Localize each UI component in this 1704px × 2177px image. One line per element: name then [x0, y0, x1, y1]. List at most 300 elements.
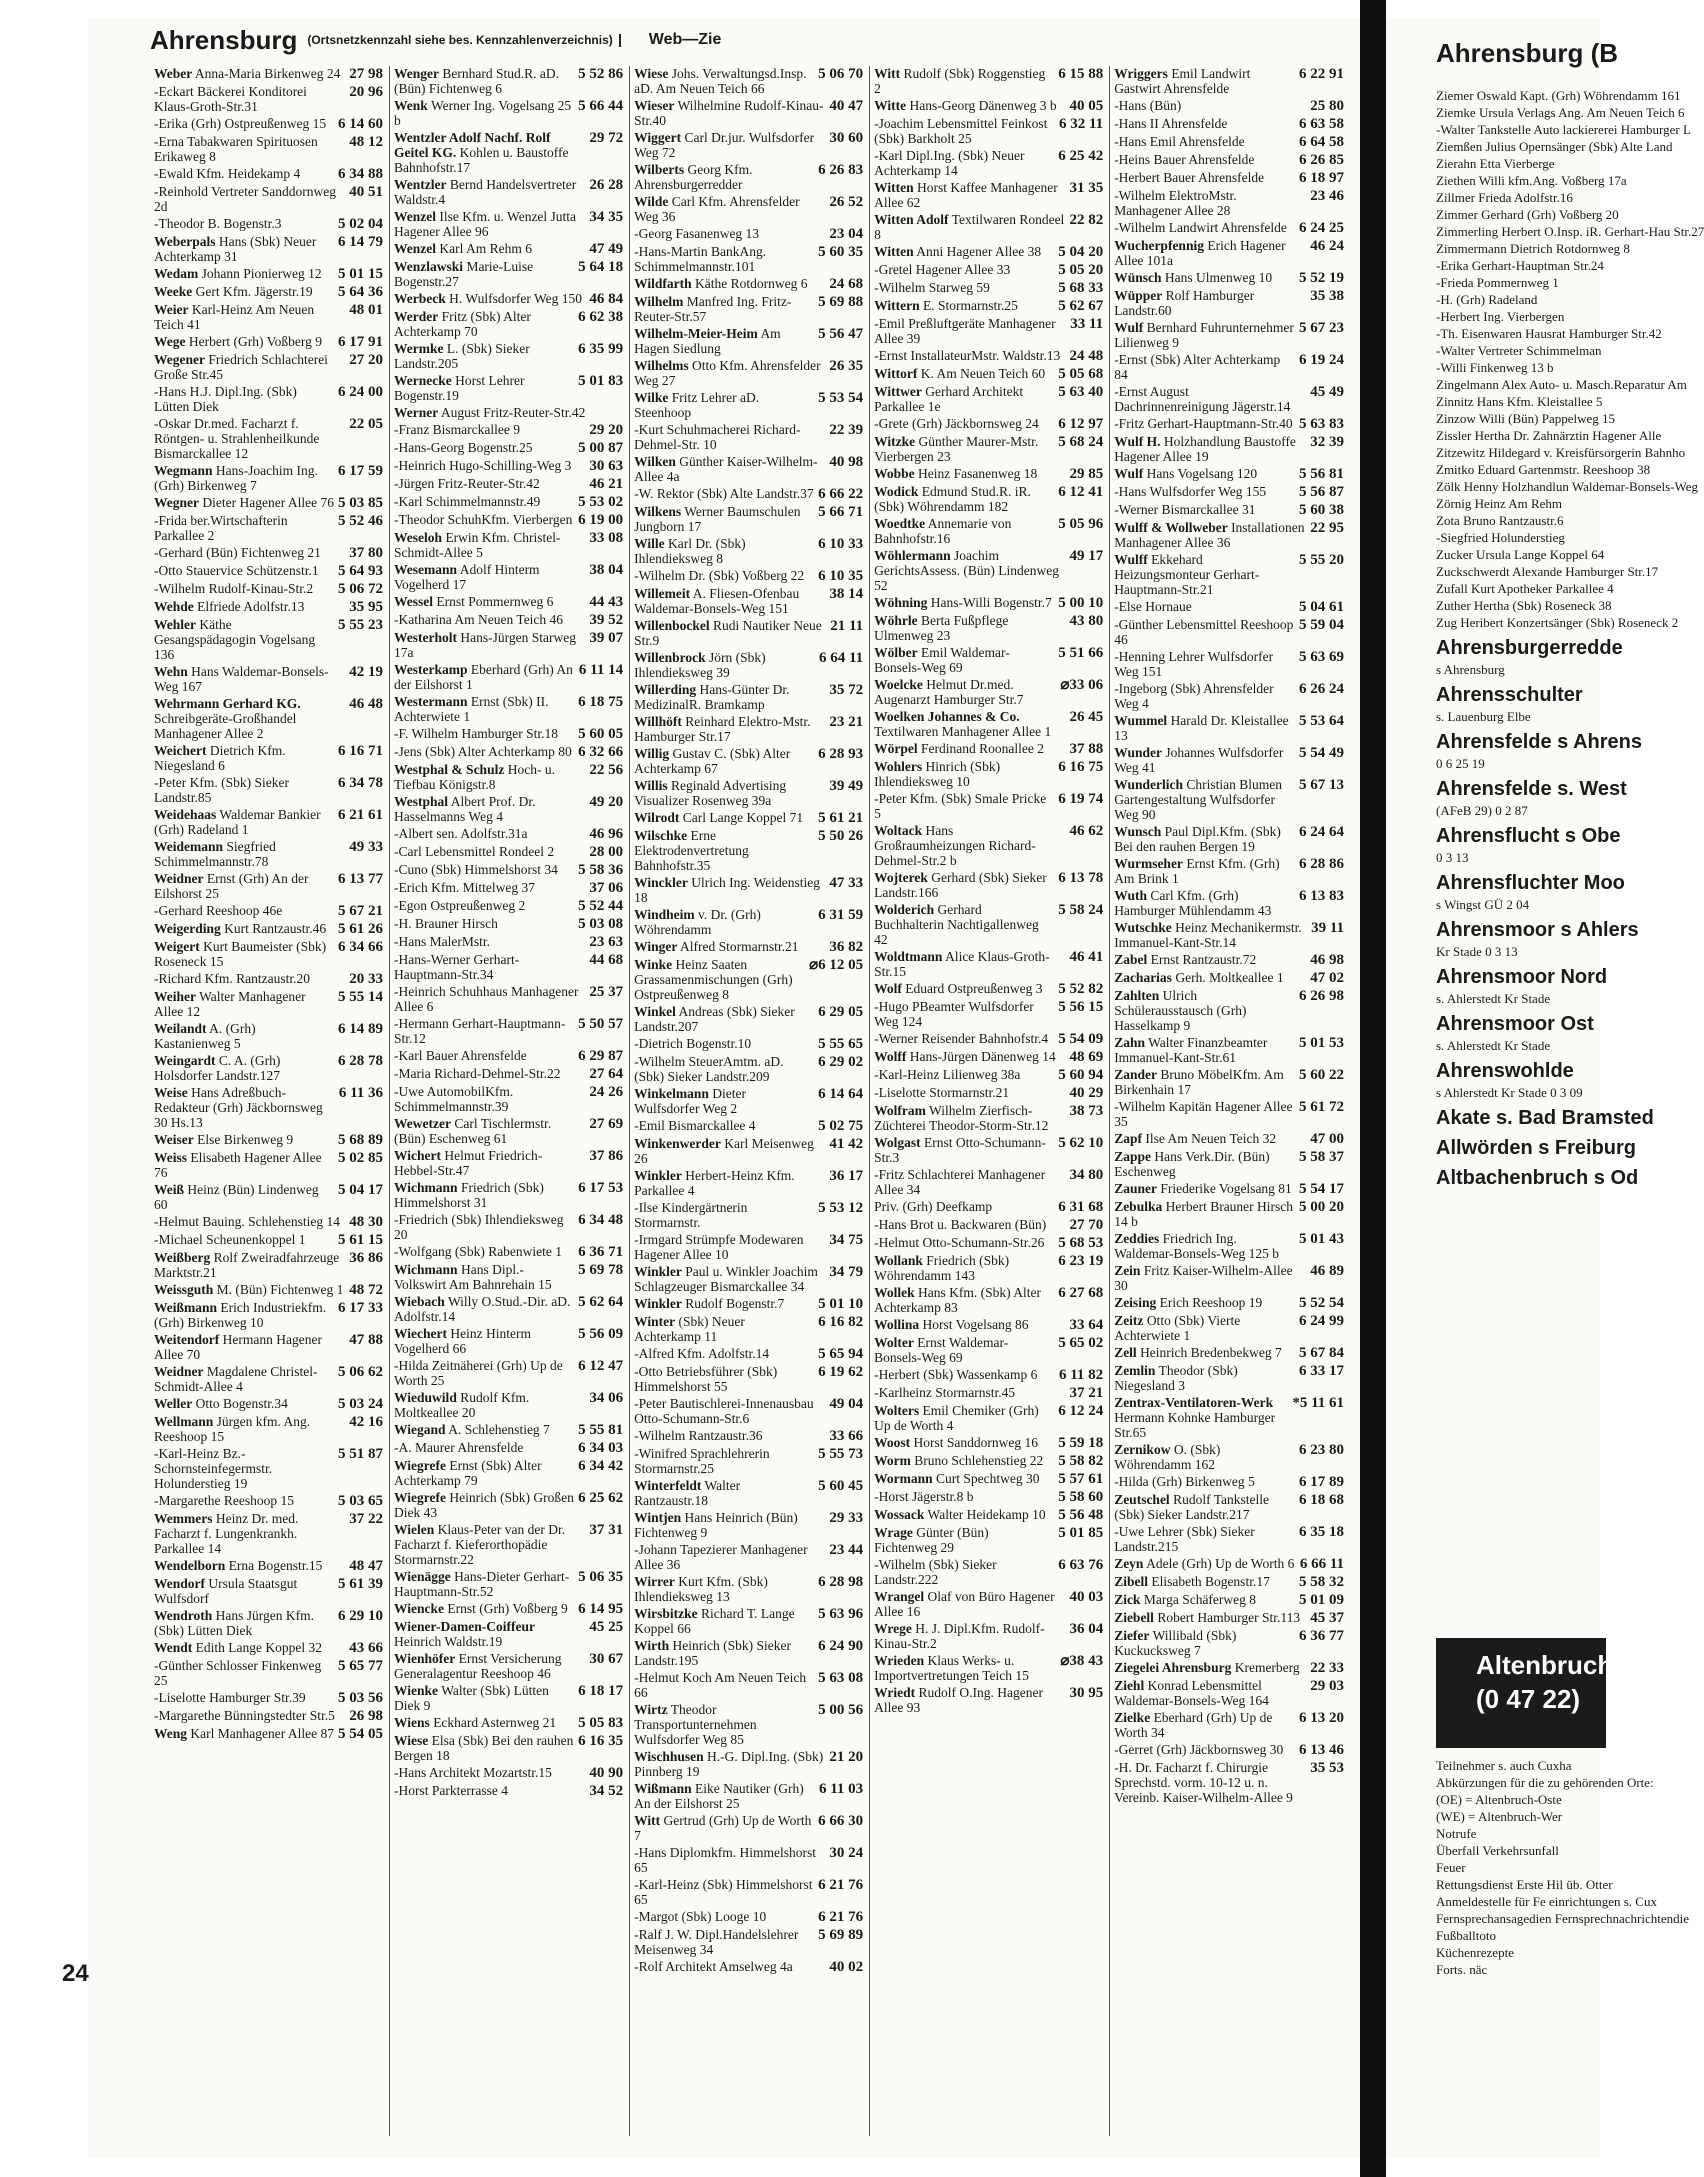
entry-details: Emil Waldemar-Bonsels-Weg 69: [874, 645, 1010, 675]
entry-details: -Heins Bauer Ahrensfelde: [1114, 152, 1255, 167]
entry-details: -Ingeborg (Sbk) Ahrensfelder Weg 4: [1114, 681, 1274, 711]
listing-entry: [1114, 1592, 1344, 1608]
entry-text: [1114, 1556, 1296, 1571]
listing-entry: [1114, 352, 1344, 382]
entry-text: [154, 1332, 345, 1362]
phone-number: 5 04 17: [338, 1182, 384, 1198]
entry-details: Bruno Schlehenstieg 22: [914, 1453, 1044, 1468]
entry-details: -Katharina Am Neuen Teich 46: [394, 612, 564, 627]
phone-number: 5 60 45: [818, 1478, 864, 1494]
phone-number: 6 17 59: [338, 463, 384, 479]
entry-text: [874, 1135, 1054, 1165]
entry-text: [634, 536, 814, 566]
entry-details: Ulrich Ing. Weidenstieg 18: [634, 875, 820, 905]
entry-text: [394, 984, 585, 1014]
phone-number: 29 03: [1310, 1678, 1345, 1694]
entry-text: [874, 791, 1054, 821]
entry-name: Willenbockel: [634, 618, 710, 633]
entry-details: Herbert Brauner Hirsch 14 b: [1114, 1199, 1294, 1229]
entry-details: Priv. (Grh) Deefkamp: [874, 1199, 993, 1214]
entry-details: Edmund Stud.R. iR. (Sbk) Wöhrendamm 182: [874, 484, 1031, 514]
phone-number: 37 80: [349, 545, 384, 561]
entry-name: Wittorf: [874, 366, 918, 381]
listing-entry: [1114, 1742, 1344, 1758]
entry-name: Wilrodt: [634, 810, 680, 825]
entry-name: Wollina: [874, 1317, 920, 1332]
facing-entry: Zinzow Willi (Bün) Pappelweg 15: [1436, 411, 1616, 426]
entry-name: Wenzlawski: [394, 259, 464, 274]
entry-text: [394, 341, 574, 371]
entry-name: Wodick: [874, 484, 919, 499]
entry-details: Dieter Hagener Allee 76: [202, 495, 334, 510]
listing-entry: [394, 1601, 623, 1617]
entry-name: Wiegand: [394, 1422, 446, 1437]
entry-text: [634, 1364, 814, 1394]
entry-details: Horst Kaffee Manhagener Allee 62: [874, 180, 1058, 210]
phone-number: 5 66 44: [578, 98, 624, 114]
entry-details: -Herbert (Sbk) Wassenkamp 6: [874, 1367, 1038, 1382]
entry-text: [874, 466, 1065, 481]
phone-number: 5 60 38: [1299, 502, 1345, 518]
entry-text: [394, 1458, 574, 1488]
entry-text: [1114, 1345, 1295, 1360]
listing-entry: [394, 934, 623, 950]
entry-text: [394, 1148, 585, 1178]
facing-entry: Zuther Hertha (Sbk) Roseneck 38: [1436, 598, 1612, 613]
entry-name: Westermann: [394, 694, 468, 709]
entry-name: Witte: [874, 98, 907, 113]
entry-text: [874, 1031, 1054, 1046]
entry-text: [874, 148, 1054, 178]
facing-page-notes: [1436, 1758, 1690, 1979]
entry-details: -Johann Tapezierer Manhagener Allee 36: [634, 1542, 808, 1572]
entry-details: Edith Lange Koppel 32: [195, 1640, 322, 1655]
entry-text: [874, 66, 1054, 96]
phone-number: 30 67: [589, 1651, 624, 1667]
entry-details: v. Dr. (Grh) Wöhrendamm: [634, 907, 761, 937]
entry-details: Werner Ing. Vogelsang 25 b: [394, 98, 572, 128]
entry-text: [154, 84, 345, 114]
phone-number: 5 00 10: [1058, 595, 1104, 611]
phone-number: 5 65 94: [818, 1346, 864, 1362]
entry-details: -Frida ber.Wirtschafterin Parkallee 2: [154, 513, 288, 543]
listing-entry: [1114, 888, 1344, 918]
listing-entry: [1114, 152, 1344, 168]
phone-number: 5 62 64: [578, 1294, 624, 1310]
phone-number: 24 26: [589, 1084, 624, 1100]
entry-text: [1114, 1295, 1295, 1310]
listing-entry: [1114, 416, 1344, 432]
entry-text: [154, 66, 345, 81]
entry-details: Jörn (Sbk) Ihlendieksweg 39: [634, 650, 766, 680]
entry-name: Zein: [1114, 1263, 1141, 1278]
entry-details: Kurt Baumeister (Sbk) Roseneck 15: [154, 939, 327, 969]
entry-text: [154, 839, 345, 869]
entry-details: M. (Bün) Fichtenweg 1: [216, 1282, 344, 1297]
listing-entry: [154, 903, 383, 919]
entry-text: [634, 1036, 814, 1051]
entry-name: Windheim: [634, 907, 695, 922]
entry-text: [874, 1403, 1054, 1433]
entry-text: [634, 226, 825, 241]
phone-number: 5 01 85: [1058, 1525, 1104, 1541]
phone-number: 5 53 02: [578, 494, 624, 510]
entry-name: Wendorf: [154, 1576, 206, 1591]
listing-entry: [154, 384, 383, 414]
facing-note: Überfall Verkehrsunfall: [1436, 1843, 1559, 1858]
entry-text: [874, 384, 1054, 414]
listing-entry: [394, 694, 623, 724]
entry-details: Else Birkenweg 9: [197, 1132, 294, 1147]
phone-number: 5 64 93: [338, 563, 384, 579]
entry-text: [634, 1118, 814, 1133]
listing-entry: [634, 244, 863, 274]
phone-number: 6 17 53: [578, 1180, 624, 1196]
facing-entry: -H. (Grh) Radeland: [1436, 292, 1538, 307]
entry-name: Willis: [634, 778, 668, 793]
entry-name: Wunder: [1114, 745, 1162, 760]
entry-text: [1114, 1099, 1295, 1129]
phone-number: 6 18 97: [1299, 170, 1345, 186]
entry-details: Installationen Manhagener Allee 36: [1114, 520, 1305, 550]
entry-text: [634, 1813, 814, 1843]
entry-details: Adolf Hinterm Vogelherd 17: [394, 562, 540, 592]
listing-entry: [154, 921, 383, 937]
phone-number: 5 06 70: [818, 66, 864, 82]
entry-text: [874, 1489, 1054, 1504]
listing-entry: [1114, 98, 1344, 114]
entry-details: -Karl Schimmelmannstr.49: [394, 494, 541, 509]
entry-name: Wilhelms: [634, 358, 689, 373]
listing-entry: [394, 1016, 623, 1046]
phone-number: 49 17: [1069, 548, 1104, 564]
entry-name: Wüpper: [1114, 288, 1163, 303]
phone-number: 6 13 83: [1299, 888, 1345, 904]
entry-details: Bruno MöbelKfm. Am Birkenhain 17: [1114, 1067, 1284, 1097]
entry-details: Carl Lange Koppel 71: [682, 810, 804, 825]
entry-details: Manfred Ing. Fritz-Reuter-Str.57: [634, 294, 792, 324]
entry-text: [394, 630, 585, 660]
entry-name: Willhöft: [634, 714, 682, 729]
phone-number: 5 06 62: [338, 1364, 384, 1380]
entry-details: Kohlen u. Baustoffe Bahnhofstr.17: [394, 145, 569, 175]
entry-name: Westphal: [394, 794, 449, 809]
entry-details: -Hans Brot u. Backwaren (Bün): [874, 1217, 1047, 1232]
phone-number: 6 24 00: [338, 384, 384, 400]
listing-entry: [874, 823, 1103, 868]
phone-number: 34 79: [829, 1264, 864, 1280]
entry-name: Woldtmann: [874, 949, 943, 964]
entry-details: K. Am Neuen Teich 60: [920, 366, 1046, 381]
facing-note: Feuer: [1436, 1860, 1466, 1875]
listing-entry: [634, 810, 863, 826]
phone-number: 22 95: [1310, 520, 1345, 536]
listing-entry: [634, 98, 863, 128]
entry-text: [154, 563, 334, 578]
phone-number: 5 50 26: [818, 828, 864, 844]
phone-number: 6 12 47: [578, 1358, 624, 1374]
entry-text: [634, 422, 825, 452]
entry-name: Wendt: [154, 1640, 193, 1655]
listing-entry: [874, 1525, 1103, 1555]
entry-text: [1114, 952, 1306, 967]
phone-number: 29 72: [589, 130, 624, 146]
phone-number: 5 05 96: [1058, 516, 1104, 532]
phone-number: 45 37: [1310, 1610, 1345, 1626]
entry-text: [394, 1522, 585, 1567]
entry-details: -Wilhelm ElektroMstr. Manhagener Allee 28: [1114, 188, 1237, 218]
entry-text: [1114, 1524, 1295, 1554]
entry-details: -Peter Kfm. (Sbk) Smale Pricke 5: [874, 791, 1047, 821]
entry-details: Annemarie von Bahnhofstr.16: [874, 516, 1012, 546]
entry-details: Erich Industriekfm. (Grh) Birkenweg 10: [154, 1300, 327, 1330]
listing-entry: [634, 746, 863, 776]
entry-details: Johannes Wulfsdorfer Weg 41: [1114, 745, 1284, 775]
entry-name: Wriggers: [1114, 66, 1168, 81]
entry-text: [634, 778, 825, 808]
phone-number: 5 63 69: [1299, 649, 1345, 665]
listing-entry: [1114, 1442, 1344, 1472]
entry-details: Karl Manhagener Allee 87: [190, 1726, 334, 1741]
page-header: [150, 20, 1350, 60]
phone-number: 5 59 18: [1058, 1435, 1104, 1451]
entry-name: Wiener-Damen-Coiffeur: [394, 1619, 536, 1634]
entry-text: [154, 463, 334, 493]
entry-details: Bernhard Stud.R. aD. (Bün) Fichtenweg 6: [394, 66, 560, 96]
entry-details: Karl-Heinz Am Neuen Teich 41: [154, 302, 315, 332]
listing-entry: [634, 486, 863, 502]
entry-text: [874, 709, 1065, 739]
phone-number: 6 11 14: [578, 662, 624, 678]
phone-number: 6 12 97: [1058, 416, 1104, 432]
entry-details: Harald Dr. Kleistallee 13: [1114, 713, 1289, 743]
listing-entry: [874, 1435, 1103, 1451]
phone-number: 38 04: [589, 562, 624, 578]
listing-entry: [1114, 1395, 1344, 1440]
entry-text: [874, 1621, 1065, 1651]
entry-text: [1114, 238, 1306, 268]
listing-entry: [154, 971, 383, 987]
entry-text: [154, 743, 334, 773]
entry-name: Zeising: [1114, 1295, 1157, 1310]
listing-entry: [154, 284, 383, 300]
entry-text: [394, 1422, 574, 1437]
entry-name: Worm: [874, 1453, 911, 1468]
entry-name: Weiss: [154, 1150, 188, 1165]
phone-number: 5 56 81: [1299, 466, 1345, 482]
entry-name: Werner: [394, 405, 439, 420]
phone-number: 46 89: [1310, 1263, 1345, 1279]
entry-name: Wilberts: [634, 162, 685, 177]
listing-entry: [634, 939, 863, 955]
entry-name: Weeke: [154, 284, 193, 299]
listing-entry: [634, 1296, 863, 1312]
entry-name: Zentrax-Ventilatoren-Werk: [1114, 1395, 1274, 1410]
entry-text: [394, 612, 585, 627]
entry-details: -Wilhelm Rudolf-Kinau-Str.2: [154, 581, 314, 596]
entry-details: Ernst Pommernweg 6: [436, 594, 554, 609]
phone-number: 5 55 73: [818, 1446, 864, 1462]
entry-details: O. (Sbk) Wöhrendamm 162: [1114, 1442, 1221, 1472]
listing-entry: [154, 1726, 383, 1742]
listing-entry: [874, 645, 1103, 675]
entry-details: -Ernst (Sbk) Alter Achterkamp 84: [1114, 352, 1281, 382]
entry-name: Weise: [154, 1085, 188, 1100]
phone-number: 5 63 40: [1058, 384, 1104, 400]
entry-name: Winterfeldt: [634, 1478, 702, 1493]
phone-number: 6 28 86: [1299, 856, 1345, 872]
entry-text: [634, 1054, 814, 1084]
phone-number: 5 69 89: [818, 1927, 864, 1943]
entry-text: [154, 495, 334, 510]
entry-details: Heinz Hinterm Vogelherd 66: [394, 1326, 532, 1356]
phone-number: 46 98: [1310, 952, 1345, 968]
phone-number: 38 14: [829, 586, 864, 602]
listing-entry: [1114, 1574, 1344, 1590]
entry-details: Herbert (Grh) Voßberg 9: [188, 334, 322, 349]
entry-details: -Günther Lebensmittel Reeshoop 46: [1114, 617, 1294, 647]
entry-name: Zeutschel: [1114, 1492, 1170, 1507]
phone-number: 6 13 46: [1299, 1742, 1345, 1758]
entry-name: Willemeit: [634, 586, 691, 601]
entry-details: -Hans MalerMstr.: [394, 934, 491, 949]
entry-text: [1114, 352, 1295, 382]
entry-text: [634, 907, 814, 937]
phone-number: 27 98: [349, 66, 384, 82]
facing-entry: Zillmer Frieda Adolfstr.16: [1436, 190, 1573, 205]
listing-entry: [1114, 1149, 1344, 1179]
entry-details: Reinhard Elektro-Mstr. Hamburger Str.17: [634, 714, 811, 744]
entry-details: -Jürgen Fritz-Reuter-Str.42: [394, 476, 540, 491]
listing-entry: [634, 1542, 863, 1572]
entry-text: [1114, 1181, 1295, 1196]
phone-number: 5 03 65: [338, 1493, 384, 1509]
phone-number: 36 04: [1069, 1621, 1104, 1637]
entry-name: Wirsbitzke: [634, 1606, 698, 1621]
phone-number: 6 24 90: [818, 1638, 864, 1654]
entry-name: Wünsch: [1114, 270, 1162, 285]
phone-number: 39 11: [1311, 920, 1345, 936]
entry-text: [154, 664, 345, 694]
entry-details: Olaf von Büro Hagener Allee 16: [874, 1589, 1055, 1619]
listing-entry: [154, 1132, 383, 1148]
place-heading: Ahrensmoor s Ahlers: [1436, 919, 1639, 941]
entry-text: [634, 294, 814, 324]
entry-details: Ferdinand Roonallee 2: [921, 741, 1044, 756]
phone-number: 5 65 02: [1058, 1335, 1104, 1351]
phone-number: 5 01 09: [1299, 1592, 1345, 1608]
listing-entry: [874, 1253, 1103, 1283]
entry-text: [634, 1296, 814, 1311]
entry-details: -Fritz Gerhart-Hauptmann-Str.40: [1114, 416, 1293, 431]
entry-text: [394, 794, 585, 824]
listing-entry: [154, 775, 383, 805]
facing-entry: Zissler Hertha Dr. Zahnärztin Hagener Alle: [1436, 428, 1662, 443]
entry-text: [154, 1396, 334, 1411]
phone-number: 46 41: [1069, 949, 1104, 965]
phone-number: 5 58 32: [1299, 1574, 1345, 1590]
phone-number: 22 05: [349, 416, 384, 432]
entry-text: [394, 594, 585, 609]
listing-entry: [634, 1877, 863, 1907]
phone-number: 40 47: [829, 98, 864, 114]
entry-name: Weißberg: [154, 1250, 211, 1265]
entry-name: Winkel: [634, 1004, 676, 1019]
entry-details: Ernst (Sbk) II. Achterwiete 1: [394, 694, 549, 724]
listing-column: [390, 66, 630, 2136]
entry-text: [154, 696, 345, 741]
entry-details: Hans Kfm. (Sbk) Alter Achterkamp 83: [874, 1285, 1042, 1315]
phone-number: 6 28 93: [818, 746, 864, 762]
entry-text: [634, 276, 825, 291]
listing-entry: [874, 1335, 1103, 1365]
facing-entry: s. Ahlerstedt Kr Stade: [1436, 991, 1551, 1006]
phone-number: 6 31 68: [1058, 1199, 1104, 1215]
entry-details: Dietrich Kfm. Niegesland 6: [154, 743, 286, 773]
entry-text: [634, 1510, 825, 1540]
entry-name: Wernecke: [394, 373, 452, 388]
entry-name: Wilkens: [634, 504, 682, 519]
phone-number: 37 86: [589, 1148, 624, 1164]
listing-entry: [634, 1428, 863, 1444]
place-heading: Ahrensmoor Nord: [1436, 966, 1608, 988]
entry-details: Gerhard Architekt Parkallee 1e: [874, 384, 1024, 414]
phone-number: 45 25: [589, 1619, 624, 1635]
place-heading: Akate s. Bad Bramsted: [1436, 1107, 1654, 1129]
entry-name: Wienägge: [394, 1569, 451, 1584]
phone-number: 25 37: [589, 984, 624, 1000]
entry-details: Heinz Fasanenweg 18: [918, 466, 1038, 481]
entry-text: [154, 384, 334, 414]
phone-number: 6 27 68: [1058, 1285, 1104, 1301]
listing-entry: [634, 957, 863, 1002]
facing-entry: Ziemke Ursula Verlags Ang. Am Neuen Teich 6: [1436, 105, 1685, 120]
entry-details: Johann Pionierweg 12: [201, 266, 322, 281]
facing-entry: s. Lauenburg Elbe: [1436, 709, 1531, 724]
listing-entry: [634, 536, 863, 566]
entry-details: Curt Spechtweg 30: [936, 1471, 1040, 1486]
entry-text: [394, 1048, 574, 1063]
entry-text: [874, 677, 1056, 707]
listing-entry: [1114, 1492, 1344, 1522]
listing-entry: [874, 1167, 1103, 1197]
entry-details: -Joachim Lebensmittel Feinkost (Sbk) Barkholt 25: [874, 116, 1048, 146]
entry-name: Zauner: [1114, 1181, 1157, 1196]
entry-text: [634, 1200, 814, 1230]
entry-details: Fritz (Sbk) Alter Achterkamp 70: [394, 309, 531, 339]
entry-text: [874, 1453, 1054, 1468]
listing-entry: [1114, 116, 1344, 132]
phone-number: 5 00 87: [578, 440, 624, 456]
phone-number: 5 55 23: [338, 617, 384, 633]
phone-number: 6 12 24: [1058, 1403, 1104, 1419]
entry-name: Wieduwild: [394, 1390, 457, 1405]
entry-details: -Else Hornaue: [1114, 599, 1192, 614]
listing-entry: [634, 66, 863, 96]
entry-text: [154, 1250, 345, 1280]
listing-entry: [1114, 520, 1344, 550]
listing-entry: [394, 1733, 623, 1763]
phone-number: 6 34 78: [338, 775, 384, 791]
listing-entry: [394, 1358, 623, 1388]
listing-entry: [394, 1522, 623, 1567]
entry-details: Helmut Friedrich-Hebbel-Str.47: [394, 1148, 543, 1178]
entry-details: Walter (Sbk) Lütten Diek 9: [394, 1683, 549, 1713]
listing-entry: [154, 563, 383, 579]
phone-number: 40 51: [349, 184, 384, 200]
phone-number: 30 24: [829, 1845, 864, 1861]
entry-text: [1114, 1199, 1295, 1229]
